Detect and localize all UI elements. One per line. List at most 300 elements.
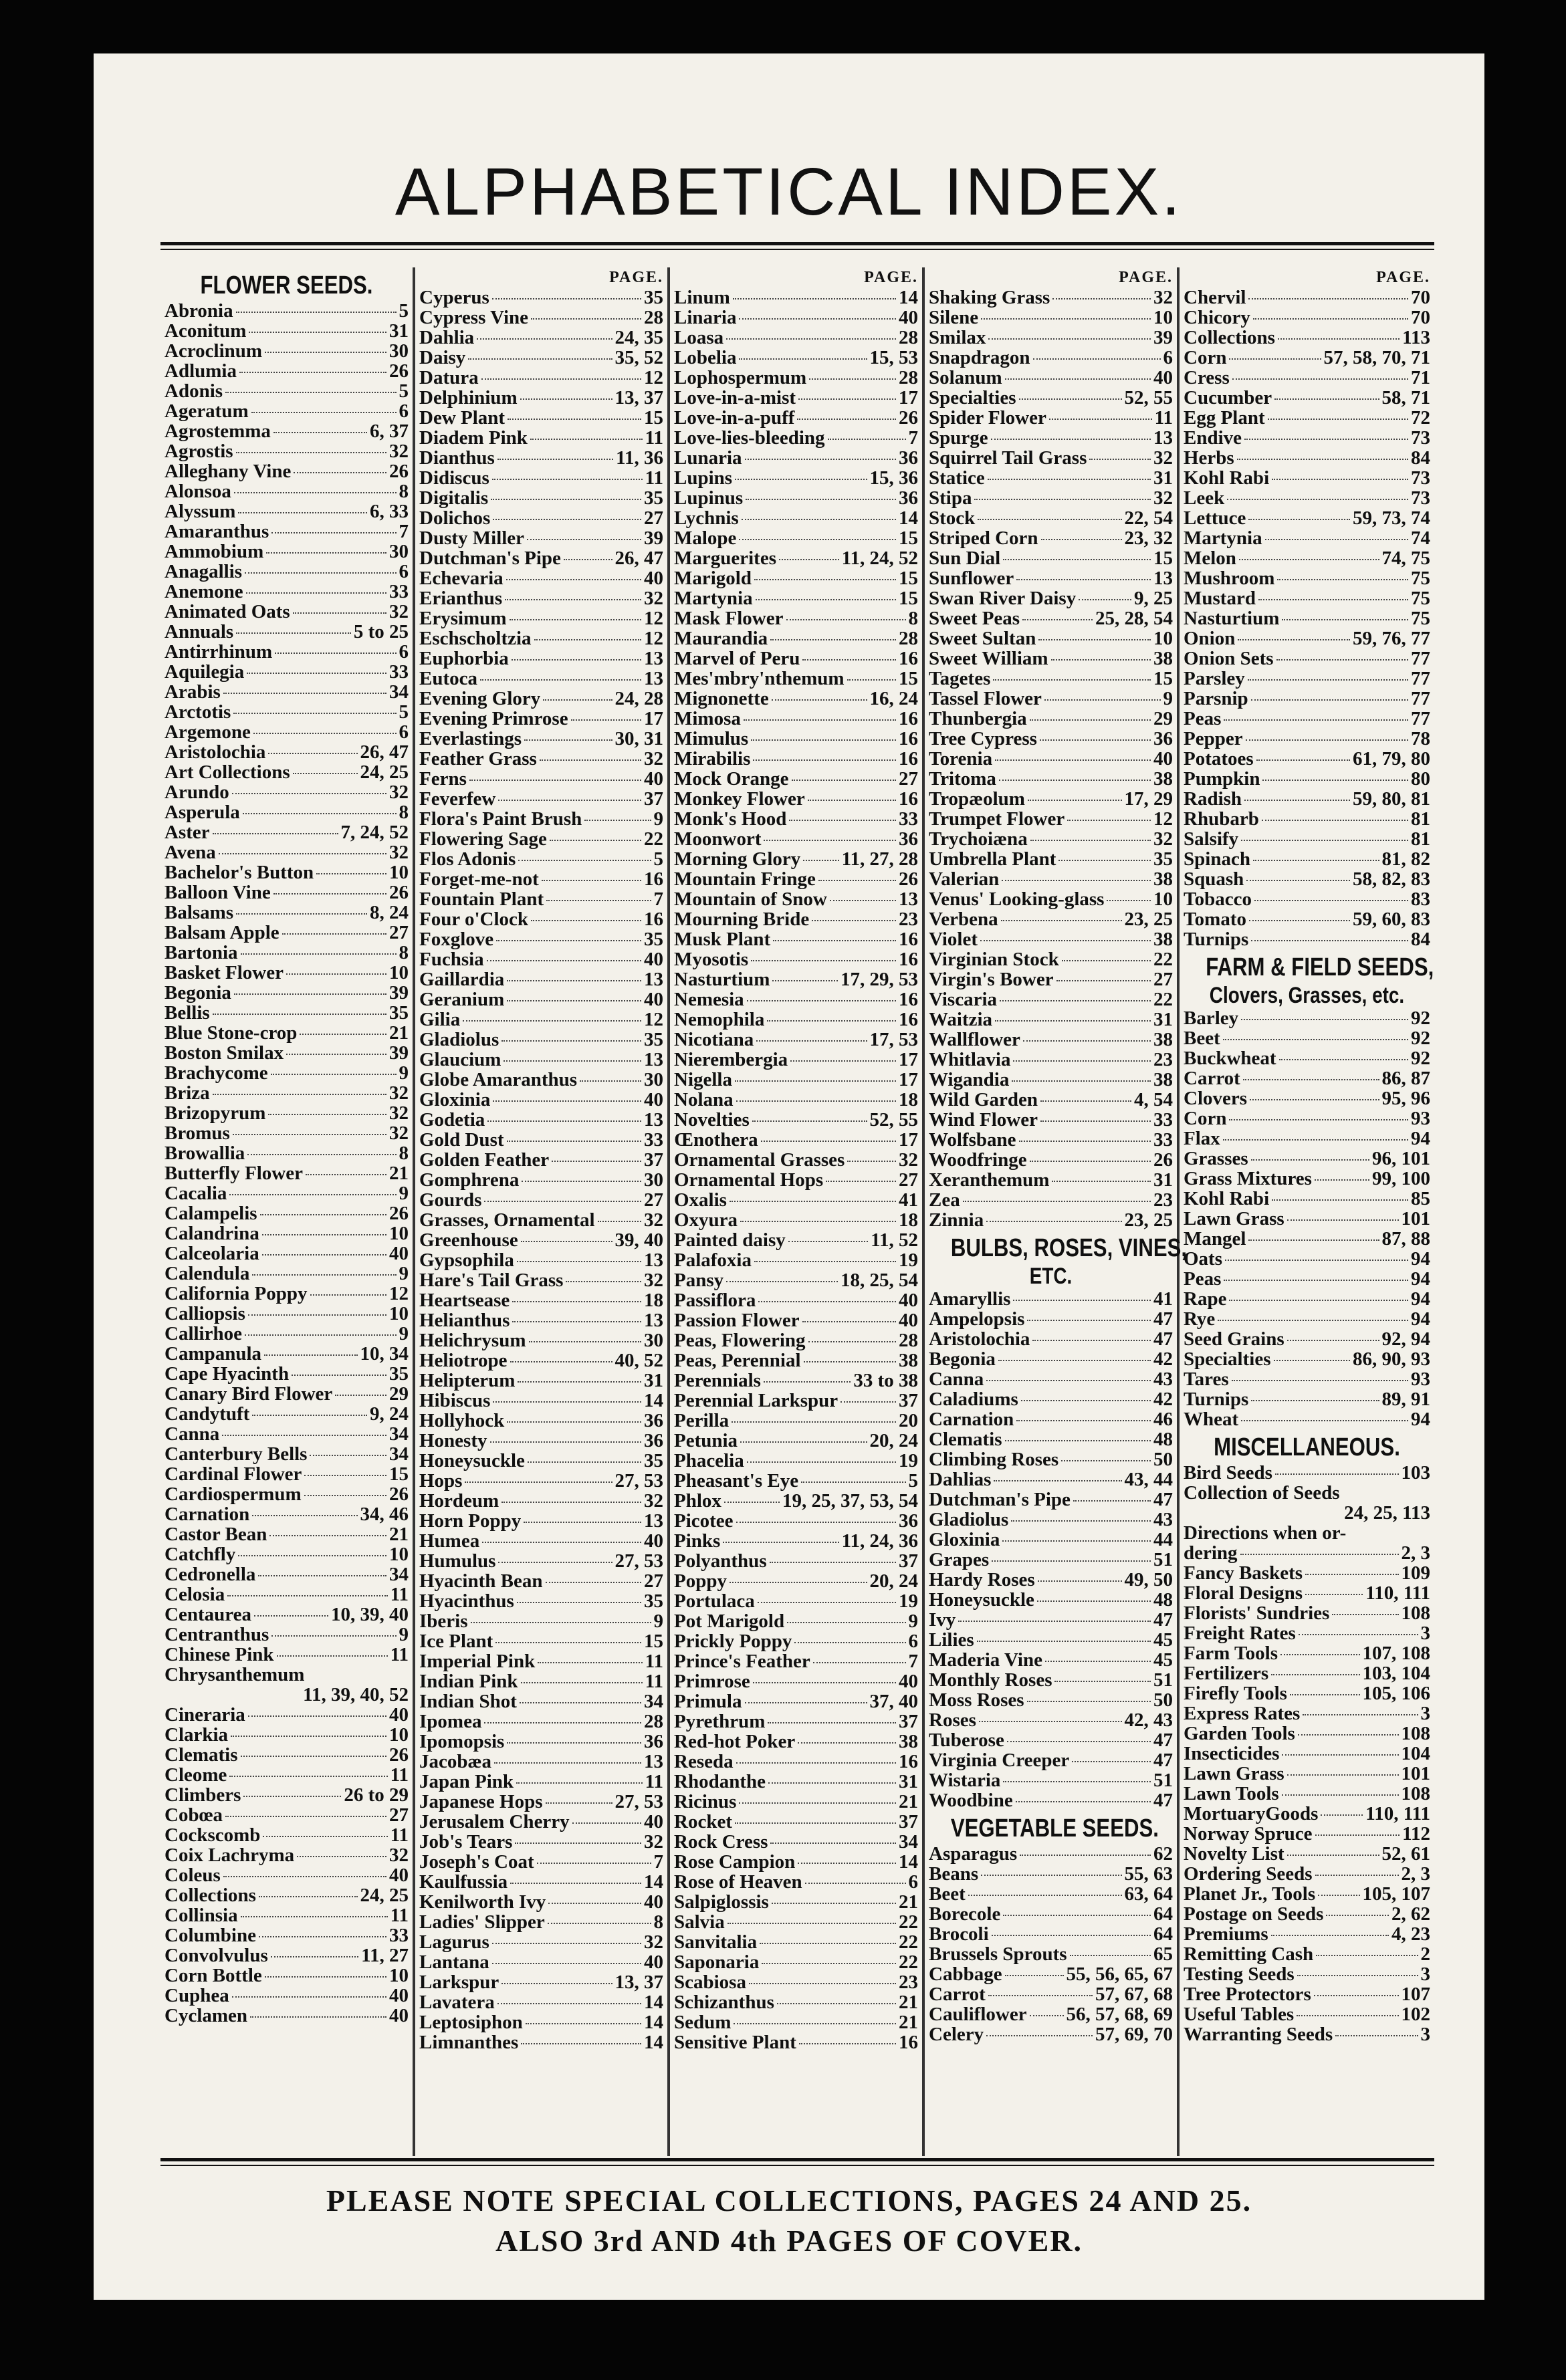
index-entry bbox=[674, 1290, 918, 1310]
entry-page: 34 bbox=[389, 1564, 409, 1584]
leader-dots bbox=[1227, 499, 1408, 500]
leader-dots bbox=[988, 338, 1151, 340]
index-entry bbox=[674, 849, 918, 869]
entry-page: 39 bbox=[389, 1043, 409, 1063]
entry-page: 42 bbox=[1153, 1349, 1173, 1369]
index-entry bbox=[674, 1190, 918, 1210]
leader-dots bbox=[1272, 479, 1408, 480]
entry-page: 19 bbox=[899, 1591, 918, 1611]
entry-name: Scabiosa bbox=[674, 1972, 746, 1992]
entry-page: 65 bbox=[1153, 1944, 1173, 1964]
entry-name: Bachelor's Button bbox=[164, 862, 314, 882]
index-entry bbox=[929, 1429, 1173, 1449]
entry-name: Turnips bbox=[1184, 929, 1249, 949]
leader-dots bbox=[977, 1641, 1151, 1642]
index-entry bbox=[1184, 1623, 1430, 1643]
index-entry bbox=[1184, 287, 1430, 308]
entry-page: 45 bbox=[1153, 1650, 1173, 1670]
entry-name: Ipomopsis bbox=[419, 1732, 505, 1752]
entry-page: 81, 82 bbox=[1381, 849, 1430, 869]
index-entry bbox=[419, 1050, 663, 1070]
leader-dots bbox=[1274, 1360, 1351, 1361]
entry-page: 26, 47 bbox=[614, 548, 663, 568]
entry-name: Specialties bbox=[1184, 1349, 1271, 1369]
entry-name: Warranting Seeds bbox=[1184, 2024, 1333, 2044]
index-entry bbox=[674, 1491, 918, 1511]
leader-dots bbox=[730, 1582, 867, 1583]
index-entry bbox=[419, 849, 663, 869]
leader-dots bbox=[265, 1976, 386, 1978]
entry-page: 13 bbox=[644, 1250, 663, 1270]
entry-name: Linum bbox=[674, 287, 730, 308]
leader-dots bbox=[512, 1321, 641, 1322]
index-entry bbox=[419, 1350, 663, 1371]
index-entry bbox=[419, 769, 663, 789]
leader-dots bbox=[232, 793, 386, 794]
entry-page: 16 bbox=[899, 929, 918, 949]
leader-dots bbox=[498, 800, 641, 801]
entry-name: Erianthus bbox=[419, 588, 503, 608]
entry-page: 59, 76, 77 bbox=[1353, 628, 1430, 648]
entry-page: 35 bbox=[644, 488, 663, 508]
entry-page: 11, 24, 36 bbox=[841, 1531, 918, 1551]
leader-dots bbox=[252, 1274, 396, 1276]
index-entry bbox=[929, 1944, 1173, 1964]
entry-page: 36 bbox=[644, 1411, 663, 1431]
entry-page: 40 bbox=[644, 1952, 663, 1972]
leader-dots bbox=[1003, 1915, 1151, 1916]
index-entry bbox=[1184, 1744, 1430, 1764]
index-entry bbox=[164, 301, 409, 321]
section-heading: FARM & FIELD SEEDS, bbox=[1206, 953, 1434, 981]
entry-name: Carnation bbox=[929, 1409, 1014, 1429]
index-entry bbox=[929, 1090, 1173, 1110]
entry-page: 2 bbox=[1420, 1944, 1430, 1964]
index-entry bbox=[929, 1490, 1173, 1510]
index-entry bbox=[1184, 1784, 1430, 1804]
leader-dots bbox=[1019, 398, 1122, 400]
index-column bbox=[1180, 267, 1434, 2156]
entry-name: Jacobæa bbox=[419, 1752, 491, 1772]
leader-dots bbox=[1016, 579, 1151, 580]
entry-page: 13 bbox=[644, 969, 663, 989]
entry-name: Asparagus bbox=[929, 1844, 1018, 1864]
index-entry bbox=[164, 862, 409, 882]
index-entry bbox=[1184, 1329, 1430, 1349]
entry-page: 12 bbox=[644, 1009, 663, 1030]
index-entry bbox=[674, 408, 918, 428]
leader-dots bbox=[229, 1194, 396, 1195]
index-entry bbox=[419, 368, 663, 388]
entry-page: 59, 73, 74 bbox=[1353, 508, 1430, 528]
index-entry bbox=[929, 1070, 1173, 1090]
index-entry bbox=[419, 1090, 663, 1110]
index-entry bbox=[929, 448, 1173, 468]
entry-page: 17 bbox=[899, 1130, 918, 1150]
entry-name: Roses bbox=[929, 1710, 976, 1730]
entry-page: 27 bbox=[899, 769, 918, 789]
leader-dots bbox=[273, 893, 386, 895]
entry-name: Indian Shot bbox=[419, 1691, 517, 1711]
entry-page: 5 bbox=[908, 1471, 918, 1491]
leader-dots bbox=[1262, 780, 1408, 781]
index-entry bbox=[1184, 729, 1430, 749]
entry-name: Nolana bbox=[674, 1090, 734, 1110]
index-entry bbox=[164, 1905, 409, 1925]
entry-page: 62 bbox=[1153, 1844, 1173, 1864]
leader-dots bbox=[546, 1582, 642, 1583]
index-entry bbox=[674, 969, 918, 989]
leader-dots bbox=[1022, 619, 1093, 620]
entry-name: Peas bbox=[1184, 1269, 1222, 1289]
leader-dots bbox=[764, 840, 896, 841]
entry-name: Specialties bbox=[929, 388, 1016, 408]
entry-name: Floral Designs bbox=[1184, 1583, 1303, 1603]
entry-name: Hordeum bbox=[419, 1491, 499, 1511]
index-entry bbox=[674, 628, 918, 648]
leader-dots bbox=[723, 1542, 838, 1543]
leader-dots bbox=[1232, 378, 1408, 380]
entry-page: 37 bbox=[899, 1391, 918, 1411]
leader-dots bbox=[746, 499, 896, 500]
index-entry bbox=[674, 669, 918, 689]
entry-page: 16 bbox=[899, 2032, 918, 2052]
entry-page: 27, 53 bbox=[614, 1792, 663, 1812]
entry-page: 24, 25 bbox=[360, 1885, 409, 1905]
entry-page: 15 bbox=[1153, 548, 1173, 568]
leader-dots bbox=[508, 419, 641, 420]
entry-name: Tagetes bbox=[929, 669, 991, 689]
entry-name: Virginia Creeper bbox=[929, 1750, 1070, 1770]
index-entry bbox=[1184, 849, 1430, 869]
index-entry bbox=[929, 1469, 1173, 1490]
leader-dots bbox=[1073, 1500, 1151, 1502]
index-entry bbox=[929, 1389, 1173, 1409]
entry-name: Blue Stone-crop bbox=[164, 1023, 298, 1043]
leader-dots bbox=[1238, 639, 1350, 640]
leader-dots bbox=[471, 1622, 651, 1623]
leader-dots bbox=[1225, 1260, 1408, 1261]
entry-name: Marguerites bbox=[674, 548, 776, 568]
entry-name: Wallflower bbox=[929, 1030, 1020, 1050]
index-entry bbox=[674, 388, 918, 408]
index-entry bbox=[164, 662, 409, 682]
entry-name: Dahlia bbox=[419, 328, 475, 348]
entry-name: Collections bbox=[164, 1885, 256, 1905]
leader-dots bbox=[770, 1842, 896, 1844]
index-entry bbox=[164, 1825, 409, 1845]
index-entry bbox=[419, 1651, 663, 1671]
leader-dots bbox=[1258, 599, 1408, 600]
entry-name: Digitalis bbox=[419, 488, 489, 508]
leader-dots bbox=[526, 2023, 641, 2024]
leader-dots bbox=[736, 1762, 896, 1764]
leader-dots bbox=[799, 2043, 896, 2044]
entry-name: Columbine bbox=[164, 1925, 256, 1945]
entry-name: Hibiscus bbox=[419, 1391, 491, 1411]
index-entry bbox=[1184, 1128, 1430, 1149]
leader-dots bbox=[273, 432, 367, 433]
entry-name: Prince's Feather bbox=[674, 1651, 810, 1671]
entry-page: 102 bbox=[1401, 2004, 1430, 2024]
leader-dots bbox=[1305, 1574, 1398, 1575]
entry-page: 39 bbox=[1153, 328, 1173, 348]
index-entry bbox=[674, 1631, 918, 1651]
entry-name: Anemone bbox=[164, 582, 243, 602]
index-entry bbox=[164, 1685, 409, 1705]
leader-dots bbox=[490, 1441, 642, 1443]
entry-page: 59, 60, 83 bbox=[1353, 909, 1430, 929]
index-entry bbox=[419, 889, 663, 909]
leader-dots bbox=[498, 1562, 612, 1563]
leader-dots bbox=[530, 439, 643, 440]
index-entry bbox=[674, 949, 918, 969]
entry-page: 32 bbox=[1153, 448, 1173, 468]
index-entry bbox=[419, 1531, 663, 1551]
leader-dots bbox=[529, 1341, 642, 1342]
leader-dots bbox=[803, 860, 838, 861]
entry-page: 108 bbox=[1401, 1603, 1430, 1623]
index-entry bbox=[164, 802, 409, 822]
entry-page: 29 bbox=[389, 1384, 409, 1404]
entry-page: 75 bbox=[1411, 568, 1430, 588]
entry-page: 18, 25, 54 bbox=[841, 1270, 918, 1290]
index-entry bbox=[1184, 1964, 1430, 1984]
leader-dots bbox=[745, 459, 896, 460]
entry-page: 23, 32 bbox=[1124, 528, 1173, 548]
entry-name: Clovers bbox=[1184, 1088, 1248, 1108]
entry-name: Horn Poppy bbox=[419, 1511, 522, 1531]
index-entry bbox=[674, 929, 918, 949]
leader-dots bbox=[584, 820, 651, 821]
leader-dots bbox=[271, 1635, 396, 1637]
entry-name: Ammobium bbox=[164, 542, 264, 562]
entry-page: 9 bbox=[908, 1611, 918, 1631]
entry-name: Coleus bbox=[164, 1865, 221, 1885]
leader-dots bbox=[794, 1642, 905, 1643]
entry-page: 40 bbox=[1153, 368, 1173, 388]
entry-page: 12 bbox=[644, 628, 663, 648]
leader-dots bbox=[1070, 1955, 1151, 1956]
entry-name: Painted daisy bbox=[674, 1230, 786, 1250]
leader-dots bbox=[259, 1896, 358, 1897]
leader-dots bbox=[484, 1201, 641, 1202]
entry-page: 40 bbox=[389, 1986, 409, 2006]
footer-rule-thin bbox=[160, 2165, 1434, 2166]
leader-dots bbox=[1287, 1219, 1399, 1221]
leader-dots bbox=[493, 1401, 641, 1403]
entry-page: 6 bbox=[908, 1872, 918, 1892]
index-entry bbox=[419, 1591, 663, 1611]
leader-dots bbox=[1305, 1594, 1363, 1595]
entry-name: Squash bbox=[1184, 869, 1244, 889]
leader-dots bbox=[1299, 1634, 1418, 1635]
entry-name: Mimosa bbox=[674, 709, 741, 729]
entry-name: Rhodanthe bbox=[674, 1772, 766, 1792]
entry-page: 78 bbox=[1411, 729, 1430, 749]
entry-name: Spinach bbox=[1184, 849, 1250, 869]
index-entry bbox=[929, 929, 1173, 949]
entry-name: Endive bbox=[1184, 428, 1242, 448]
entry-page: 13, 37 bbox=[614, 388, 663, 408]
leader-dots bbox=[492, 298, 641, 300]
index-entry bbox=[929, 1190, 1173, 1210]
title-rule-thin bbox=[160, 249, 1434, 250]
entry-page: 3 bbox=[1420, 1623, 1430, 1643]
entry-name: Cacalia bbox=[164, 1183, 227, 1203]
index-entry bbox=[674, 689, 918, 709]
entry-name: Tassel Flower bbox=[929, 689, 1042, 709]
entry-name: Squirrel Tail Grass bbox=[929, 448, 1087, 468]
index-entry bbox=[929, 1110, 1173, 1130]
entry-name: Indian Pink bbox=[419, 1671, 518, 1691]
entry-page: 40 bbox=[389, 2006, 409, 2026]
index-entry bbox=[674, 1932, 918, 1952]
entry-name: Collection of Seeds bbox=[1184, 1483, 1340, 1503]
leader-dots bbox=[236, 452, 386, 453]
leader-dots bbox=[1250, 1099, 1379, 1100]
leader-dots bbox=[233, 713, 396, 714]
entry-page: 108 bbox=[1401, 1784, 1430, 1804]
index-entry bbox=[419, 1030, 663, 1050]
index-entry bbox=[929, 709, 1173, 729]
leader-dots bbox=[493, 1100, 641, 1102]
index-entry bbox=[674, 909, 918, 929]
entry-page: 17 bbox=[644, 709, 663, 729]
entry-page: 15, 36 bbox=[869, 468, 918, 488]
entry-name: Wolfsbane bbox=[929, 1130, 1016, 1150]
leader-dots bbox=[501, 1040, 641, 1042]
entry-page: 28 bbox=[899, 328, 918, 348]
entry-page: 14 bbox=[899, 508, 918, 528]
entry-page: 8 bbox=[399, 943, 409, 963]
index-entry bbox=[164, 882, 409, 903]
entry-name: Pepper bbox=[1184, 729, 1243, 749]
entry-name: Ladies' Slipper bbox=[419, 1912, 545, 1932]
leader-dots bbox=[300, 1034, 386, 1035]
index-entry bbox=[419, 628, 663, 648]
entry-name: Asperula bbox=[164, 802, 240, 822]
leader-dots bbox=[477, 338, 612, 340]
entry-name: Campanula bbox=[164, 1344, 262, 1364]
entry-page: 22 bbox=[899, 1932, 918, 1952]
index-entry bbox=[1184, 1844, 1430, 1864]
index-column bbox=[925, 267, 1188, 2156]
index-entry bbox=[419, 1631, 663, 1651]
entry-name: Arundo bbox=[164, 782, 229, 802]
leader-dots bbox=[808, 1341, 896, 1342]
index-entry bbox=[929, 669, 1173, 689]
index-entry bbox=[419, 1691, 663, 1711]
leader-dots bbox=[566, 1281, 641, 1282]
entry-name: Corn bbox=[1184, 1108, 1227, 1128]
entry-page: 47 bbox=[1153, 1309, 1173, 1329]
entry-name: Hardy Roses bbox=[929, 1570, 1035, 1590]
entry-page: 51 bbox=[1153, 1670, 1173, 1690]
leader-dots bbox=[812, 920, 896, 921]
entry-page: 47 bbox=[1153, 1750, 1173, 1770]
index-entry bbox=[419, 1892, 663, 1912]
index-entry bbox=[1184, 308, 1430, 328]
entry-page: 34 bbox=[389, 682, 409, 702]
index-entry bbox=[929, 1590, 1173, 1610]
leader-dots bbox=[492, 1943, 641, 1944]
index-entry bbox=[929, 729, 1173, 749]
index-entry bbox=[674, 348, 918, 368]
entry-page: 32 bbox=[389, 782, 409, 802]
entry-page: 10 bbox=[389, 1544, 409, 1564]
leader-dots bbox=[507, 1141, 641, 1142]
index-entry bbox=[1184, 809, 1430, 829]
entry-page: 33 bbox=[1153, 1110, 1173, 1130]
entry-page: 22 bbox=[899, 1912, 918, 1932]
index-entry bbox=[164, 1223, 409, 1243]
index-entry bbox=[1184, 1683, 1430, 1703]
leader-dots bbox=[572, 1822, 641, 1824]
index-entry bbox=[164, 1925, 409, 1945]
leader-dots bbox=[760, 1943, 896, 1944]
entry-page: 21 bbox=[899, 1992, 918, 2012]
leader-dots bbox=[229, 1776, 387, 1777]
entry-name: Virginian Stock bbox=[929, 949, 1059, 969]
index-entry bbox=[929, 528, 1173, 548]
index-entry bbox=[674, 1671, 918, 1691]
index-entry bbox=[929, 1964, 1173, 1984]
entry-name: Cucumber bbox=[1184, 388, 1272, 408]
index-entry bbox=[929, 1710, 1173, 1730]
entry-page: 11 bbox=[390, 1825, 409, 1845]
entry-name: Boston Smilax bbox=[164, 1043, 284, 1063]
entry-name: Carnation bbox=[164, 1504, 250, 1524]
leader-dots bbox=[1020, 1855, 1151, 1856]
leader-dots bbox=[260, 1214, 386, 1215]
entry-name: Adlumia bbox=[164, 361, 237, 381]
index-entry bbox=[1184, 1503, 1430, 1523]
index-entry bbox=[164, 1564, 409, 1584]
page-column-header: PAGE. bbox=[1376, 269, 1430, 286]
entry-name: Daisy bbox=[419, 348, 466, 368]
entry-page: 47 bbox=[1153, 1610, 1173, 1630]
leader-dots bbox=[1290, 1694, 1360, 1695]
title-rule bbox=[160, 242, 1434, 245]
entry-page: 110, 111 bbox=[1365, 1583, 1430, 1603]
entry-name: Salpiglossis bbox=[674, 1892, 769, 1912]
entry-page: 27, 53 bbox=[614, 1551, 663, 1571]
index-entry bbox=[164, 1083, 409, 1103]
entry-page: 30 bbox=[644, 1330, 663, 1350]
entry-name: Monk's Hood bbox=[674, 809, 787, 829]
index-entry bbox=[164, 321, 409, 341]
entry-page: 43, 44 bbox=[1124, 1469, 1173, 1490]
index-entry bbox=[1184, 1088, 1430, 1108]
index-entry bbox=[1184, 1269, 1430, 1289]
entry-name: Mourning Bride bbox=[674, 909, 810, 929]
leader-dots bbox=[492, 1963, 641, 1964]
entry-page: 38 bbox=[1153, 1070, 1173, 1090]
leader-dots bbox=[219, 853, 386, 854]
index-entry bbox=[419, 448, 663, 468]
entry-page: 10 bbox=[389, 1725, 409, 1745]
entry-name: Briza bbox=[164, 1083, 210, 1103]
index-entry bbox=[929, 1510, 1173, 1530]
index-entry bbox=[164, 1524, 409, 1544]
entry-name: Balsams bbox=[164, 903, 234, 923]
entry-page: 23, 25 bbox=[1124, 1210, 1173, 1230]
entry-page: 73 bbox=[1411, 488, 1430, 508]
leader-dots bbox=[732, 1421, 896, 1423]
entry-name: Hare's Tail Grass bbox=[419, 1270, 564, 1290]
index-entry bbox=[674, 1210, 918, 1230]
